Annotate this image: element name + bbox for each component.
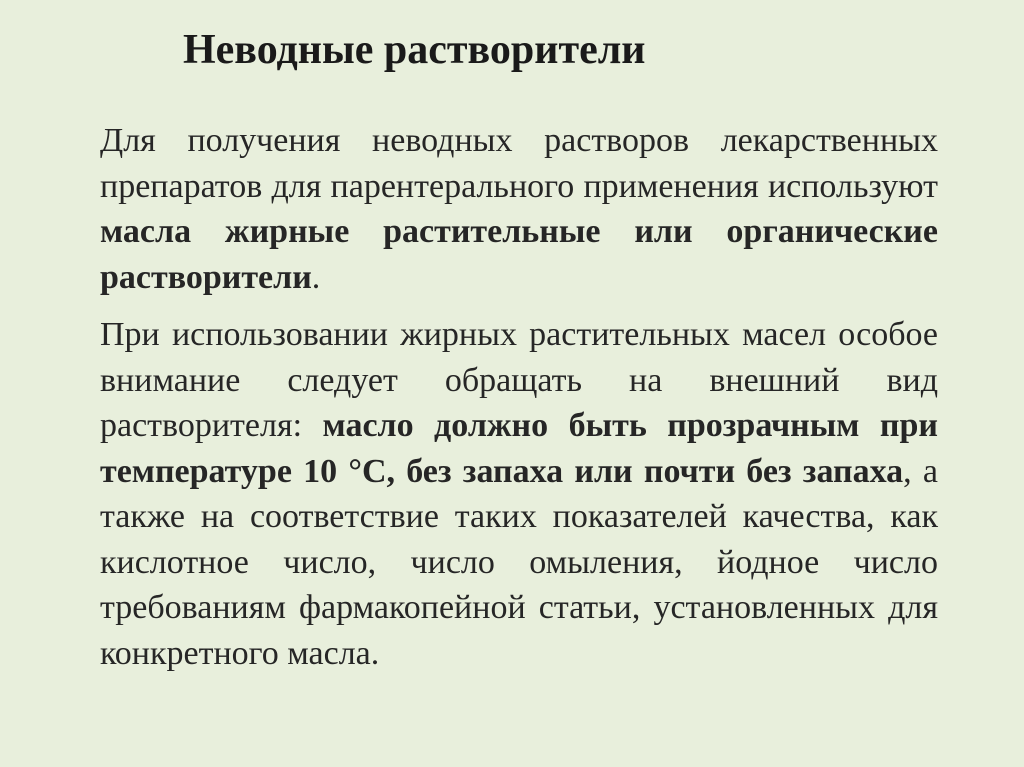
paragraph-1-bold: масла жирные растительные или органические растворители xyxy=(100,213,938,296)
paragraph-2-text-end: , а также на соответствие таких показателей качества, как кислотное число, число омыления, йодное число требованиям фармакопейной статьи, установленных для конкретного масла. xyxy=(100,452,938,672)
paragraph-1 xyxy=(100,118,938,300)
paragraph-2 xyxy=(100,312,938,676)
paragraph-2-bold: масло должно быть прозрачным при температуре 10 °С, без запаха или почти без запаха xyxy=(100,407,938,490)
paragraph-1-text-start: Для получения неводных растворов лекарственных препаратов для парентерального применения используют xyxy=(100,122,938,205)
paragraph-2-text-start: При использовании жирных растительных масел особое внимание следует обращать на внешний вид растворителя: xyxy=(100,316,938,444)
slide-body xyxy=(100,118,938,676)
paragraph-1-text-end: . xyxy=(311,258,321,296)
slide-title: Неводные растворители xyxy=(183,27,646,73)
